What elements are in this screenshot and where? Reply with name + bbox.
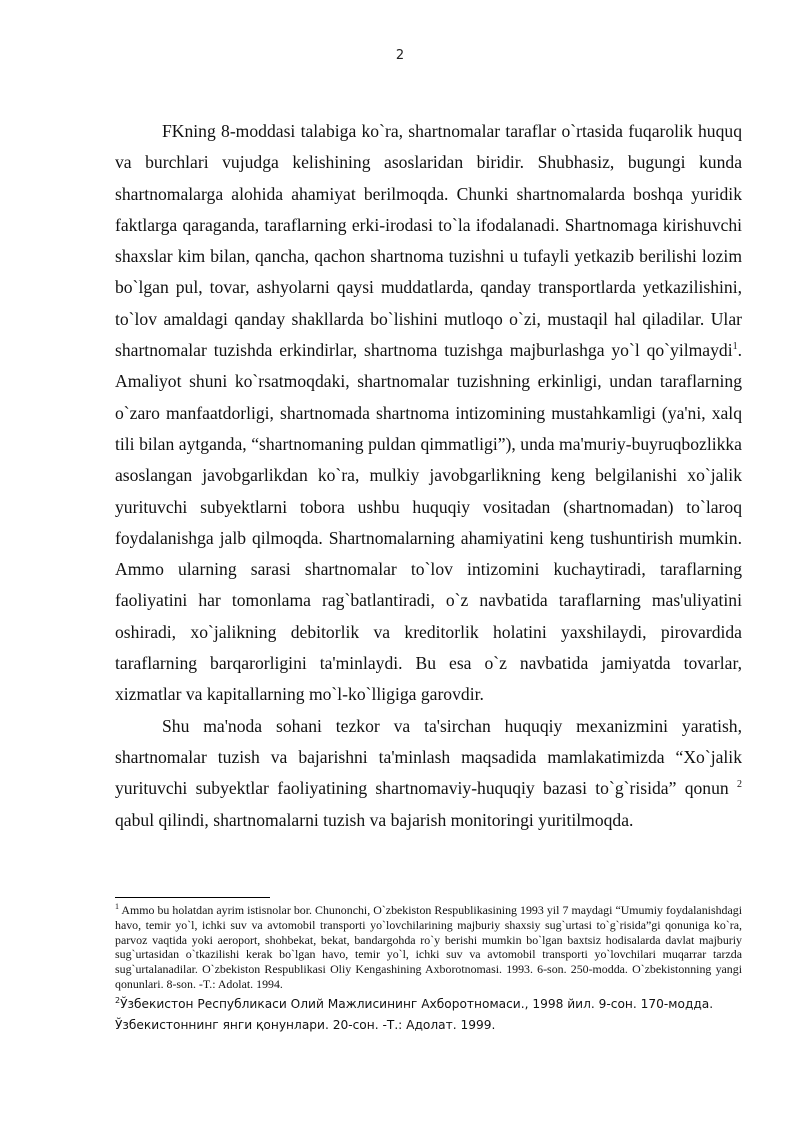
paragraph-text: Shu ma'noda sohani tezkor va ta'sirchan huquqiy mexanizmini yaratish, shartnomalar tuzish va bajarishni ta'minlash maqsadida mamlakatimizda “Xo`jalik yurituvchi subyektlar faoliyatining shartnomaviy-huquqiy bazasi to`g`risida” qonun <box>115 715 742 799</box>
page-number: 2 <box>395 48 405 63</box>
footnote-1 <box>115 903 742 992</box>
main-text <box>115 116 742 836</box>
footnote-divider <box>115 897 270 898</box>
footnote-text: Ўзбекистон Республикаси Олий Мажлисининг Ахборотномаси., 1998 йил. 9-сон. 170-модда. Ўзбекистоннинг янги қонунлари. 20-сон. -Т.: Адолат. 1999. <box>115 996 714 1032</box>
footnote-mark-2: 2 <box>115 995 121 1005</box>
footnote-ref-2[interactable]: 2 <box>737 779 742 791</box>
paragraph-text: qabul qilindi, shartnomalarni tuzish va bajarish monitoringi yuritilmoqda. <box>115 809 634 830</box>
paragraph-text: . Amaliyot shuni ko`rsatmoqdaki, shartnomalar tuzishning erkinligi, undan taraflarning o`zaro manfaatdorligi, shartnomada shartnoma intizomining mustahkamligi (ya'ni, xalq tili bilan aytganda, “shartnomaning puldan qimmatligi”), unda ma'muriy-buyruqbozlikka asoslangan javobgarlikdan ko`ra, mulkiy javobgarlikning keng belgilanishi xo`jalik yurituvchi subyektlarni tobora ushbu huquqiy vositadan (shartnomadan) to`laroq foydalanishga jalb qilmoqda. Shartnomalarning ahamiyatini keng tushuntirish mumkin. Ammo ularning sarasi shartnomalar to`lov intizomini kuchaytiradi, taraflarning faoliyatini har tomonlama rag`batlantiradi, o`z navbatida taraflarning mas'uliyatini oshiradi, xo`jalikning debitorlik va kreditorlik holatini yaxshilaydi, pirovardida taraflarning barqarorligini ta'minlaydi. Bu esa o`z navbatida jamiyatda tovarlar, xizmatlar va kapitallarning mo`l-ko`lligiga garovdir. <box>115 340 742 705</box>
footnote-ref-1[interactable]: 1 <box>732 341 738 353</box>
paragraph-text: FKning 8-moddasi talabiga ko`ra, shartnomalar taraflar o`rtasida fuqarolik huquq va burchlari vujudga kelishining asoslaridan biridir. Shubhasiz, bugungi kunda shartnomalarga alohida ahamiyat berilmoqda. Chunki shartnomalarda boshqa yuridik faktlarga qaraganda, taraflarning erki-irodasi to`la ifodalanadi. Shartnomaga kirishuvchi shaxslar kim bilan, qancha, qachon shartnoma tuzishni u tufayli yetkazib berilishi lozim bo`lgan pul, tovar, ashyolarni qaysi muddatlarda, qanday transportlarda yetkazilishini, to`lov amaldagi qanday shakllarda bo`lishini mutloqo o`zi, mustaqil hal qiladilar. Ular shartnomalar tuzishda erkindirlar, shartnoma tuzishga majburlashga yo`l qo`yilmaydi <box>115 121 742 361</box>
paragraph-1 <box>115 116 742 711</box>
paragraph-2 <box>115 711 742 836</box>
footnotes <box>115 903 742 1036</box>
footnote-2 <box>115 994 742 1036</box>
footnote-mark-1: 1 <box>115 902 119 911</box>
footnote-text: Ammo bu holatdan ayrim istisnolar bor. Chunonchi, O`zbekiston Respublikasining 1993 yil 7 maydagi “Umumiy foydalanishdagi havo, temir yo`l, ichki suv va avtomobil transporti yo`lovchilarining majburiy shaxsiy sug`urtasi to`g`risida”gi qonuniga ko`ra, parvoz vaqtida yoki aeroport, shohbekat, bekat, bandargohda ro`y berishi mumkin bo`lgan baxtsiz hodisalarda davlat majburiy sug`urtasidan o`tkazilishi kerak bo`lgan havo, temir yo`l, ichki suv va avtomobil transporti yo`lovchilari muqarrar tarzda sug`urtalanadilar. O`zbekiston Respublikasi Oliy Kengashining Axborotnomasi. 1993. 6-son. 250-modda. O`zbekistonning yangi qonunlari. 8-son. -T.: Adolat. 1994. <box>115 903 742 991</box>
